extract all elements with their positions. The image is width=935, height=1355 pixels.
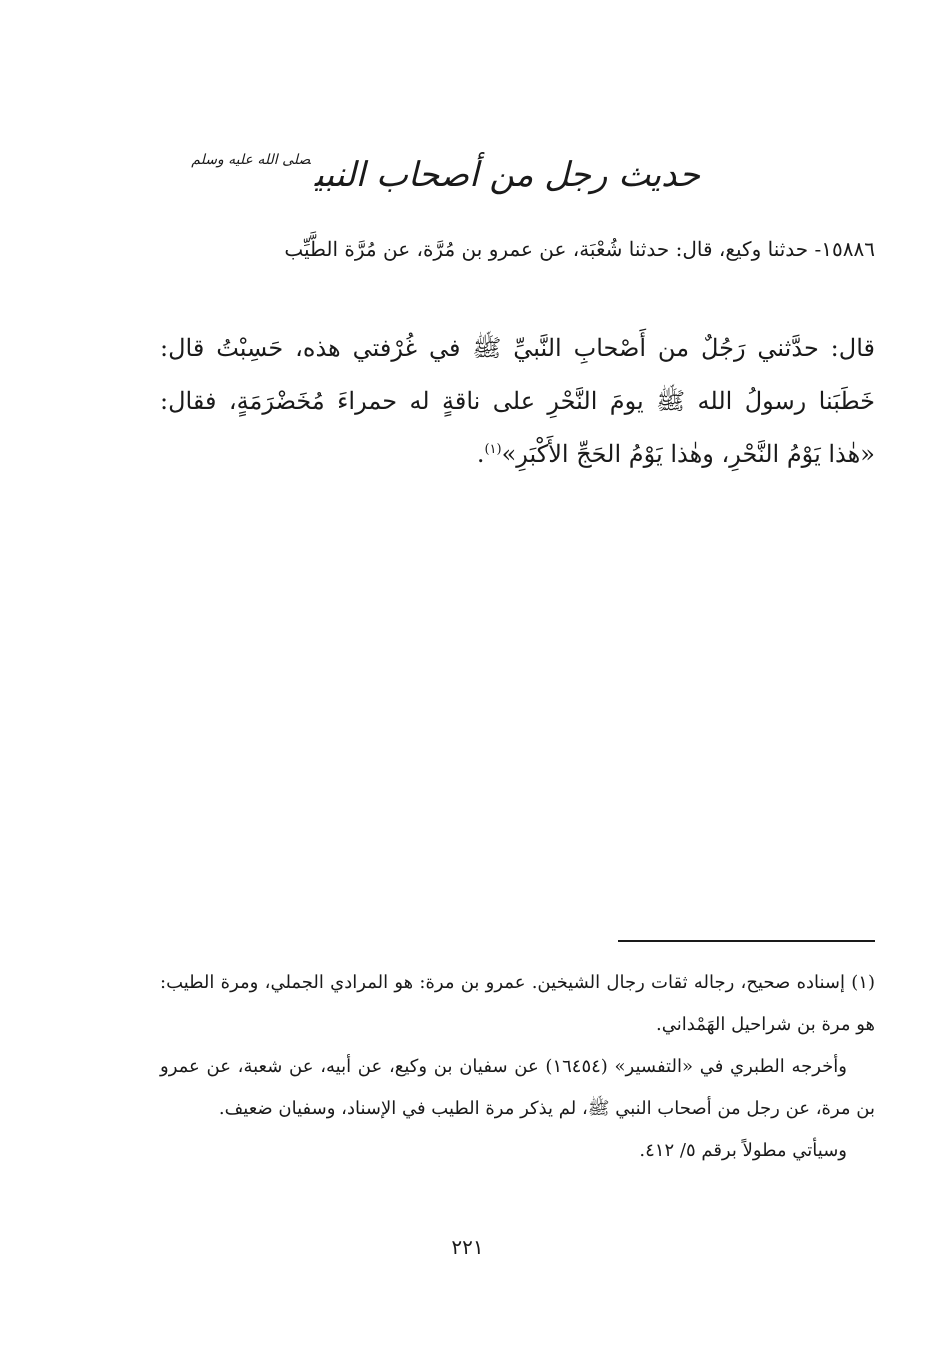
- hadith-isnad: [160, 228, 875, 270]
- hadith-number: ١٥٨٨٦-: [814, 237, 875, 261]
- hadith-matn: [160, 322, 875, 481]
- footnote-paragraph-1: (١) إسناده صحيح، رجاله ثقات رجال الشيخين. عمرو بن مرة: هو المرادي الجملي، ومرة الطيب: هو مرة بن شراحيل الهَمْداني.: [160, 972, 875, 1035]
- footnote-reference: (١): [484, 442, 502, 457]
- hadith-matn-text: قال: حدَّثني رَجُلٌ من أَصْحابِ النَّبيِّ ﷺ في غُرْفتي هذه، حَسِبْتُ قال: خَطَبَنا رسولُ الله ﷺ يومَ النَّحْرِ على ناقةٍ له حمراءَ مُخَضْرَمَةٍ، فقال: «هٰذا يَوْمُ النَّحْرِ، وهٰذا يَوْمُ الحَجِّ الأَكْبَرِ»: [160, 334, 875, 468]
- chapter-title-text: حديث رجل من أصحاب النبي: [314, 155, 700, 195]
- chapter-title-honorific: صلى الله عليه وسلم: [191, 152, 311, 168]
- footnotes: [160, 962, 875, 1172]
- hadith-end-mark: .: [476, 440, 485, 468]
- footnote-paragraph-3: وسيأتي مطولاً برقم ٥/ ٤١٢.: [639, 1140, 847, 1161]
- hadith-isnad-text: حدثنا وكيع، قال: حدثنا شُعْبَة، عن عمرو بن مُرَّة، عن مُرَّة الطَّيِّب: [284, 237, 809, 261]
- chapter-title: [191, 140, 700, 210]
- page-number: ٢٢١: [451, 1235, 484, 1259]
- footnote-paragraph-2: وأخرجه الطبري في «التفسير» (١٦٤٥٤) عن سفيان بن وكيع، عن أبيه، عن شعبة، عن عمرو بن مرة، عن رجل من أصحاب النبي ﷺ، لم يذكر مرة الطيب في الإسناد، وسفيان ضعيف.: [160, 1056, 875, 1119]
- footnote-divider: [618, 940, 875, 942]
